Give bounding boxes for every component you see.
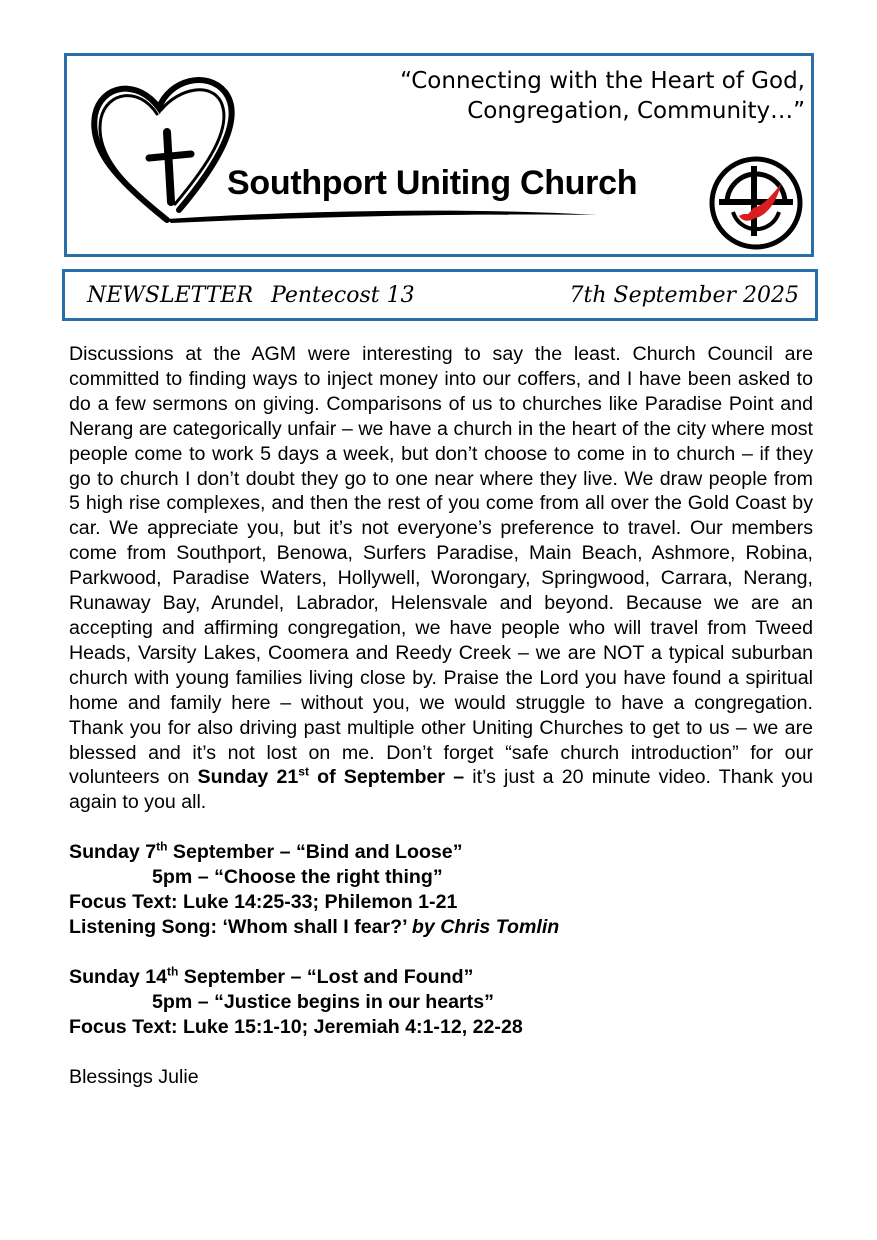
uniting-church-emblem-icon (709, 156, 803, 250)
tagline-line-1: “Connecting with the Heart of God, (400, 68, 805, 94)
service-2-day: Sunday 14 (69, 965, 168, 988)
service-1-sup: th (156, 839, 168, 854)
header-box (64, 53, 814, 257)
service-1-heading (69, 840, 813, 865)
main-paragraph (69, 342, 813, 815)
newsletter-body (69, 342, 813, 1089)
newsletter-title (87, 283, 433, 308)
service-1-song (69, 915, 813, 940)
service-1-focus: Focus Text: Luke 14:25-33; Philemon 1-21 (69, 891, 458, 914)
tagline-line-2: Congregation, Community…” (467, 98, 805, 124)
newsletter-date: 7th September 2025 (569, 283, 799, 308)
service-1-song-title: Listening Song: ‘Whom shall I fear?’ (69, 915, 412, 938)
closing-text: it’s just a 20 minute video. Thank you again to you all. (69, 766, 813, 814)
tagline (400, 66, 805, 126)
newsletter-week: Pentecost 13 (271, 283, 415, 308)
service-2-evening: 5pm – “Justice begins in our hearts” (152, 990, 494, 1013)
newsletter-label: NEWSLETTER (87, 283, 254, 308)
sunday-day: Sunday 21 (197, 766, 299, 789)
service-1-day: Sunday 7 (69, 841, 157, 864)
sunday-rest: of September – (308, 766, 465, 789)
service-2-heading (69, 965, 813, 990)
newsletter-bar (62, 269, 818, 321)
service-2-title: September – “Lost and Found” (178, 965, 474, 988)
service-2-focus: Focus Text: Luke 15:1-10; Jeremiah 4:1-12, 22-28 (69, 1015, 523, 1038)
service-1-song-artist: by Chris Tomlin (411, 915, 560, 938)
signoff: Blessings Julie (69, 1065, 199, 1088)
service-2-sup: th (167, 964, 179, 979)
church-name: Southport Uniting Church (227, 164, 638, 202)
service-1-evening: 5pm – “Choose the right thing” (152, 866, 443, 889)
underline-swoosh (167, 203, 597, 227)
service-1-title: September – “Bind and Loose” (167, 841, 463, 864)
main-text: Discussions at the AGM were interesting to say the least. Church Council are committed to finding ways to inject money into our coffers, and I have been asked to do a few sermons on giving. Comparisons of us to churches like Paradise Point and Nerang are categorically unfair – we have a church in the heart of the city where most people come to work 5 days a week, but don’t choose to come in to church – if they go to church I don’t doubt they go to one near where they live. We draw people from 5 high rise complexes, and then the rest of you come from all over the Gold Coast by car. We appreciate you, but it’s not everyone’s preference to travel. Our members come from Southport, Benowa, Surfers Paradise, Main Beach, Ashmore, Robina, Parkwood, Paradise Waters, Hollywell, Worongary, Springwood, Carrara, Nerang, Runaway Bay, Arundel, Labrador, Helensvale and beyond. Because we are an accepting and affirming congregation, we have people who will travel from Tweed Heads, Varsity Lakes, Coomera and Reedy Creek – we are NOT a typical suburban church with young families living close by. Praise the Lord you have found a spiritual home and family here – without you, we would struggle to have a congregation. Thank you for also driving past multiple other Uniting Churches to get to us – we are blessed and it’s not lost on me. Don’t forget “safe church introduction” for our volunteers on (69, 343, 813, 789)
sunday-sup: st (298, 764, 309, 779)
